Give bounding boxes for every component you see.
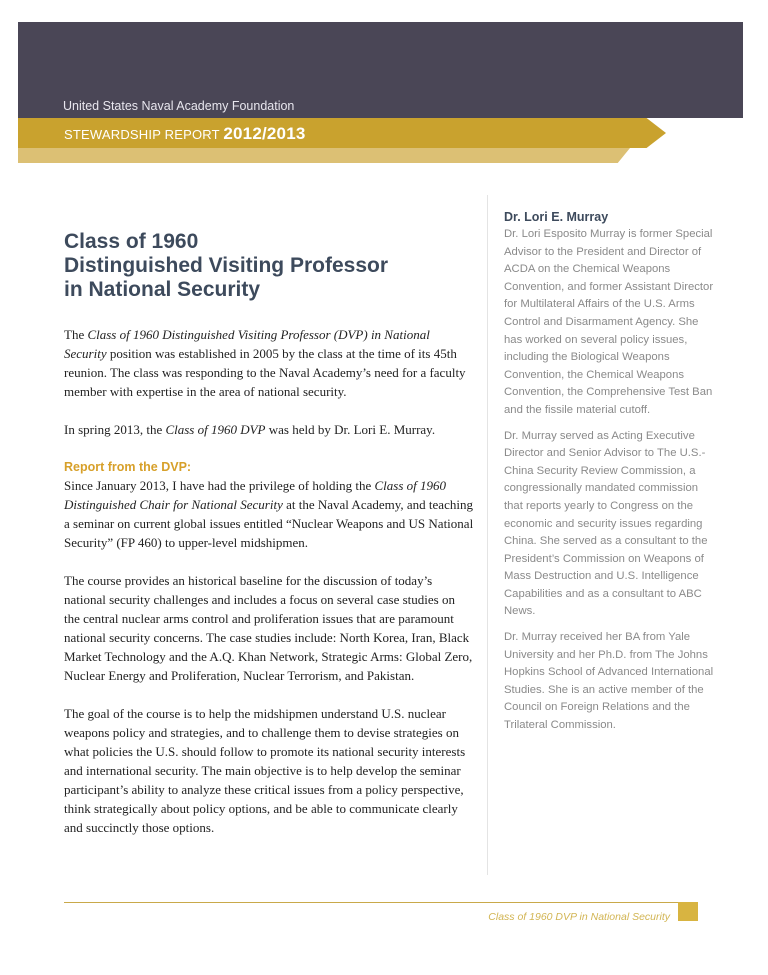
- intro-paragraph: [64, 325, 474, 401]
- text: position was established in 2005 by the class at the time of its 45th reunion. The class was responding to the Naval Academy’s need for a faculty member with expertise in the area of national security.: [64, 346, 466, 399]
- italic-text: Class of 1960 DVP: [165, 422, 266, 437]
- goal-paragraph: The goal of the course is to help the midshipmen understand U.S. nuclear weapons policy and strategies, and to challenge them to devise strategies on what policies the U.S. should follow to promote its national security interests and international security. The main objective is to help develop the seminar participant’s ability to analyze these critical issues from a policy perspective, think strategically about policy options, and be able to communicate clearly and succinctly those options.: [64, 706, 466, 835]
- text: was held by Dr. Lori E. Murray.: [265, 422, 436, 437]
- text: at the Naval Academy, and teaching a seminar on current global issues entitled “Nuclear Weapons and US National Security” (FP 460) to upper-level midshipmen.: [64, 497, 474, 550]
- text: The: [64, 327, 88, 342]
- italic-text: Class of 1960 Distinguished Chair for National Security: [64, 478, 446, 512]
- title-line: in National Security: [64, 278, 261, 301]
- footer-gold-square: [678, 902, 698, 921]
- italic-text: Class of 1960 Distinguished Visiting Professor (DVP) in National Security: [64, 327, 430, 361]
- bio-paragraph: Dr. Murray received her BA from Yale University and her Ph.D. from The Johns Hopkins School of Advanced International Studies. She is an active member of the Council on Foreign Relations and the Trilateral Commission.: [504, 631, 714, 732]
- header-gold-stripe: [18, 148, 630, 163]
- title-line: Distinguished Visiting Professor: [64, 254, 389, 277]
- main-column: [64, 325, 474, 856]
- report-heading: Report from the DVP:: [64, 460, 192, 474]
- footer-rule: [64, 902, 678, 903]
- organization-name: United States Naval Academy Foundation: [63, 99, 295, 113]
- page-title: [64, 230, 464, 302]
- report-paragraph: [64, 476, 474, 552]
- bio-paragraph: Dr. Murray served as Acting Executive Director and Senior Advisor to The U.S.-China Security Review Commission, a congressionally mandated commission that reports yearly to Congress on the economic and security issues regarding China. She served as a consultant to the President’s Commission on Weapons of Mass Destruction and U.S. Intelligence Capabilities and as a consultant to ABC News.: [504, 429, 708, 618]
- report-year: 2012/2013: [223, 124, 306, 143]
- bio-name: Dr. Lori E. Murray: [504, 210, 609, 224]
- report-label-text: STEWARDSHIP REPORT: [64, 127, 220, 142]
- text: Since January 2013, I have had the privilege of holding the: [64, 478, 375, 493]
- report-label: [64, 124, 306, 144]
- title-line: Class of 1960: [64, 230, 199, 253]
- holder-paragraph: [64, 420, 474, 439]
- bio-paragraph: Dr. Lori Esposito Murray is former Special Advisor to the President and Director of ACDA on the Chemical Weapons Convention, and former Assistant Director for Multilateral Affairs of the U.S. Arms Control and Disarmament Agency. She has worked on several policy issues, including the Biological Weapons Convention, the Chemical Weapons Convention, the Comprehensive Test Ban and the fissile material cutoff.: [504, 228, 714, 416]
- column-divider: [487, 195, 488, 875]
- text: In spring 2013, the: [64, 422, 166, 437]
- course-paragraph: The course provides an historical baseline for the discussion of today’s national security challenges and includes a focus on several case studies on the central nuclear arms control and proliferation issues that are paramount national security concerns. The case studies include: North Korea, Iran, Black Market Technology and the A.Q. Khan Network, Strategic Arms: Global Zero, Nuclear Energy and Proliferation, Nuclear Terrorism, and Pakistan.: [64, 573, 473, 683]
- footer-text: Class of 1960 DVP in National Security: [488, 911, 670, 923]
- bio-sidebar: [504, 208, 714, 743]
